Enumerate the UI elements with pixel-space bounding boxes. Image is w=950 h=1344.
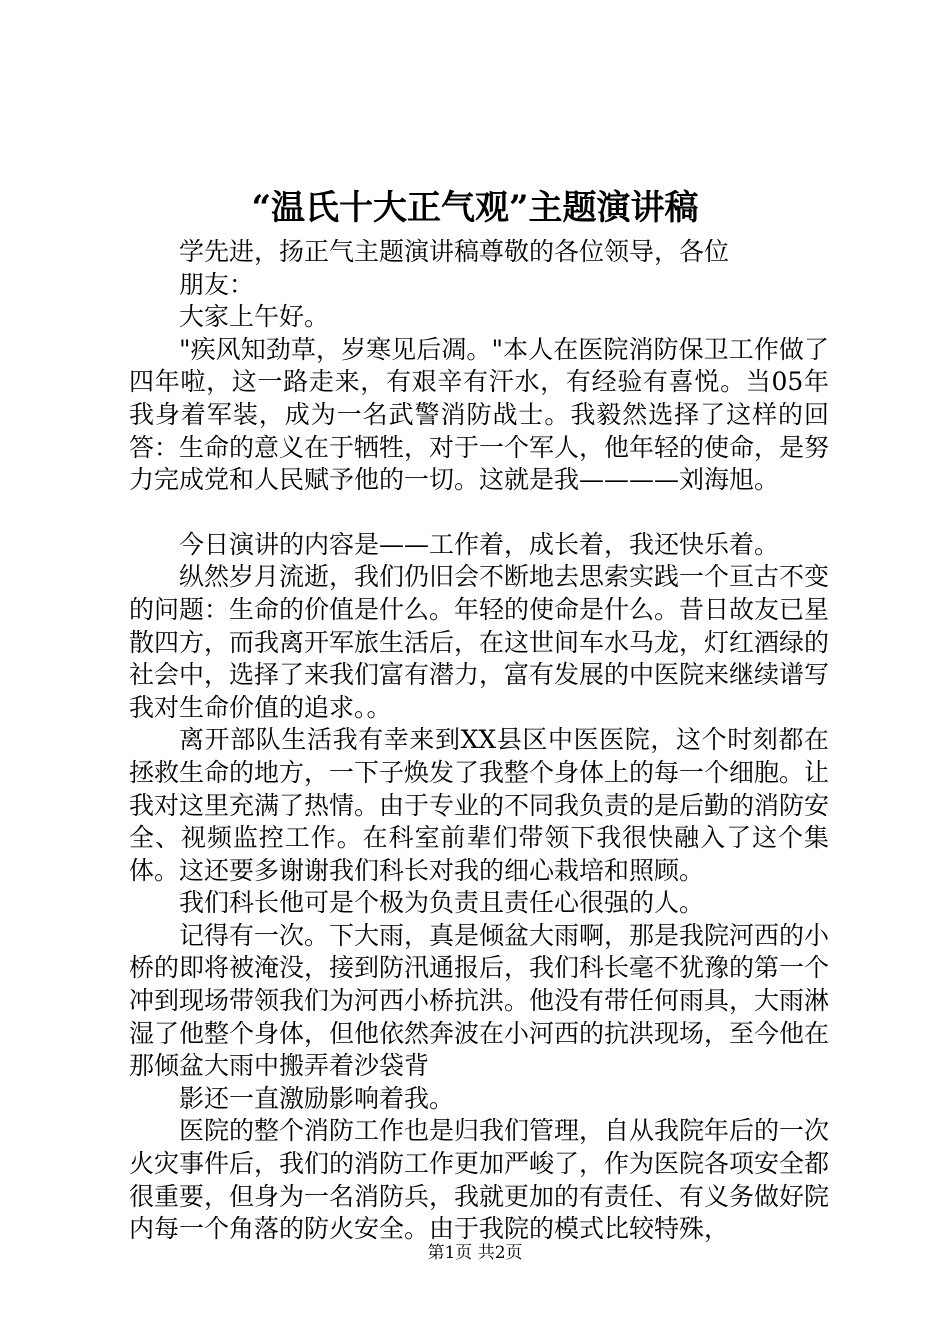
paragraph-life-value: 纵然岁月流逝，我们仍旧会不断地去思索实践一个亘古不变的问题：生命的价值是什么。年轻的使命是什么。昔日故友已星散四方，而我离开军旅生活后，在这世间车水马龙，灯红酒绿的社会中，选择了来我们富有潜力，富有发展的中医院来继续谱写我对生命价值的追求。。 [129,562,830,722]
paragraph-spacer [129,497,829,529]
paragraph-flood-story: 记得有一次。下大雨，真是倾盆大雨啊，那是我院河西的小桥的即将被淹没，接到防汛通报后，我们科长毫不犹豫的第一个冲到现场带领我们为河西小桥抗洪。他没有带任何雨具，大雨淋湿了他整个身体，但他依然奔波在小河西的抗洪现场，至今他在那倾盆大雨中搬弄着沙袋背 [129,920,830,1081]
paragraph-salutation: 朋友： [179,269,255,299]
document-body [129,236,829,1246]
paragraph-intro: 学先进，扬正气主题演讲稿尊敬的各位领导，各位 [179,237,730,266]
paragraph-topic: 今日演讲的内容是——工作着，成长着，我还快乐着。 [179,529,780,559]
paragraph-section-chief: 我们科长他可是个极为负责且责任心很强的人。 [179,888,705,918]
paragraph-flood-story-continued: 影还一直激励影响着我。 [179,1083,455,1113]
document-title: “温氏十大正气观”主题演讲稿 [251,188,699,228]
paragraph-hospital-arrival: 离开部队生活我有幸来到XX县区中医医院，这个时刻都在拯救生命的地方，一下子焕发了我整个身体上的每一个细胞。让我对这里充满了热情。由于专业的不同我负责的是后勤的消防安全、视频监控工作。在科室前辈们带领下我很快融入了这个集体。这还要多谢谢我们科长对我的细心栽培和照顾。 [129,725,830,885]
page-number-footer: 第1页 共2页 [427,1243,523,1263]
paragraph-fire-safety: 医院的整个消防工作也是归我们管理，自从我院年后的一次火灾事件后，我们的消防工作更加严峻了，作为医院各项安全都很重要，但身为一名消防兵，我就更加的有责任、有义务做好院内每一个角落的防火安全。由于我院的模式比较特殊， [129,1116,830,1244]
paragraph-greeting: 大家上午好。 [179,302,330,332]
paragraph-self-introduction: "疾风知劲草，岁寒见后凋。"本人在医院消防保卫工作做了四年啦，这一路走来，有艰辛有汗水，有经验有喜悦。当05年我身着军装，成为一名武警消防战士。我毅然选择了这样的回答：生命的意义在于牺牲，对于一个军人，他年轻的使命，是努力完成党和人民赋予他的一切。这就是我————刘海旭。 [129,334,830,495]
